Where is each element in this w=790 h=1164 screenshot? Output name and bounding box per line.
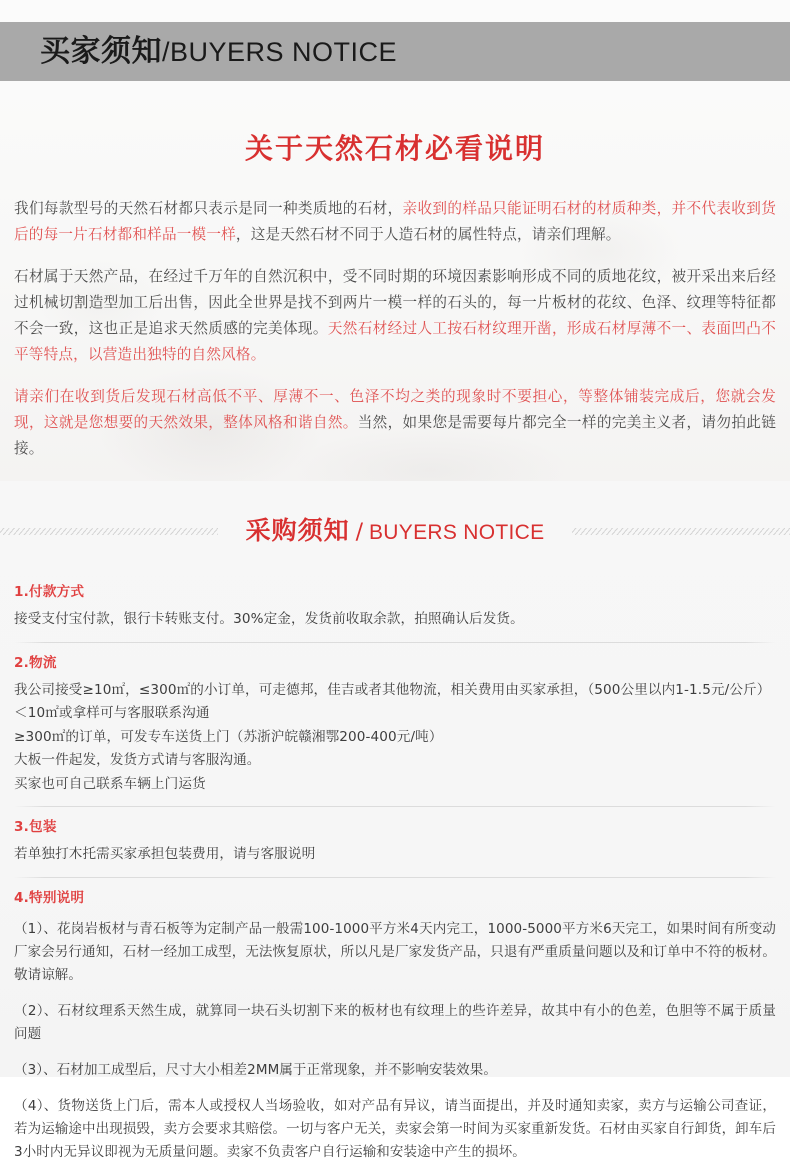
purchase-block-logistics-line-3: ≥300㎡的订单，可发专车送货上门（苏浙沪皖赣湘鄂200-400元/吨） — [14, 728, 443, 745]
notice-p2-run-1: 石材属于天然产品，在经过千万年的自然沉积中，受不同时期的环境因素影响形成不同的质地花纹，被开采出来后经过机械切割造型加工后出售，因此全世界是找不到两片一模一样的石头的，每一片板材的花纹、色泽、纹理等特征都不会一致，这也正是追求天然质感的完美体现。 — [14, 268, 776, 337]
purchase-notice-section — [0, 481, 790, 1160]
purchase-block-logistics — [14, 652, 776, 797]
notice-paragraph-2 — [14, 264, 776, 368]
banner-title-cn: 买家须知 — [40, 33, 162, 69]
purchase-heading — [0, 511, 790, 547]
buyers-notice-banner — [0, 22, 790, 81]
purchase-block-logistics-line-5: 买家也可自己联系车辆上门运货 — [14, 775, 206, 792]
notice-p1-run-1: 我们每款型号的天然石材都只表示是同一种类质地的石材， — [14, 200, 403, 217]
divider-3 — [14, 877, 776, 878]
purchase-block-logistics-heading: 2.物流 — [14, 654, 57, 671]
purchase-heading-cn: 采购须知 — [245, 516, 350, 545]
notice-p2-run-2: 天然石材经过人工按石材纹理开凿，形成石材厚薄不一、表面凹凸不平等特点，以营造出独特的自然风格。 — [14, 320, 776, 363]
special-item-3: （3）、石材加工成型后，尺寸大小相差2MM属于正常现象，并不影响安装效果。 — [14, 1061, 497, 1078]
divider-1 — [14, 642, 776, 643]
purchase-block-payment-line-1: 接受支付宝付款，银行卡转账支付。30%定金，发货前收取余款，拍照确认后发货。 — [14, 611, 524, 627]
notice-p1-run-3: ，这是天然石材不同于人造石材的属性特点，请亲们理解。 — [235, 226, 621, 243]
purchase-block-packaging-heading: 3.包装 — [14, 819, 57, 835]
special-item-1: （1）、花岗岩板材与青石板等为定制产品一般需100-1000平方米4天内完工，1000-5000平方米6天完工，如果时间有所变动厂家会另行通知，石材一经加工成型，无法恢复原状，所以凡是厂家发货产品，只退有严重质量问题以及和订单中不符的板材。敬请谅解。 — [14, 920, 776, 983]
purchase-block-special-heading: 4.特别说明 — [14, 889, 85, 906]
buyers-notice-section — [0, 0, 790, 481]
purchase-header — [0, 481, 790, 553]
purchase-content — [14, 581, 776, 1164]
notice-p1-run-2: 亲收到的样品只能证明石材的材质种类，并不代表收到货后的每一片石材都和样品一模一样 — [14, 200, 776, 243]
notice-p3-run-1: 请亲们在收到货后发现石材高低不平、厚薄不一、色泽不均之类的现象时不要担心，等整体铺装完成后，您就会发现，这就是您想要的天然效果，整体风格和谐自然。 — [14, 388, 776, 431]
purchase-block-logistics-line-1: 我公司接受≥10㎡，≤300㎡的小订单，可走德邦，佳吉或者其他物流，相关费用由买家承担，（500公里以内1-1.5元/公斤） — [14, 681, 771, 698]
banner-title-en: /BUYERS NOTICE — [162, 36, 398, 67]
purchase-block-logistics-line-4: 大板一件起发，发货方式请与客服沟通。 — [14, 752, 261, 768]
purchase-block-payment-heading: 1.付款方式 — [14, 584, 85, 600]
purchase-heading-en: BUYERS NOTICE — [369, 521, 545, 544]
special-item-2: （2）、石材纹理系天然生成，就算同一块石头切割下来的板材也有纹理上的些许差异，故其中有小的色差，色胆等不属于质量问题 — [14, 1002, 776, 1042]
notice-p3-run-2: 当然，如果您是需要每片都完全一样的完美主义者，请勿拍此链接。 — [14, 414, 776, 457]
banner-title — [40, 33, 398, 69]
notice-paragraph-1 — [14, 196, 776, 248]
notice-paragraph-3 — [14, 384, 776, 462]
purchase-block-logistics-line-2: ＜10㎡或拿样可与客服联系沟通 — [14, 705, 210, 721]
purchase-block-payment — [14, 581, 776, 632]
purchase-block-packaging-line-1: 若单独打木托需买家承担包装费用，请与客服说明 — [14, 846, 316, 862]
divider-2 — [14, 806, 776, 807]
notice-heading: 关于天然石材必看说明 — [244, 132, 545, 165]
special-item-4: （4）、货物送货上门后，需本人或授权人当场验收，如对产品有异议，请当面提出，并及时通知卖家，卖方与运输公司查证，若为运输途中出现损毁，卖方会要求其赔偿。一切与客户无关，卖家会第一时间为买家重新发货。石材由买家自行卸货，卸车后3小时内无异议即视为无质量问题。卖家不负责客户自行运输和安装途中产生的损坏。 — [14, 1097, 776, 1160]
purchase-block-special — [14, 887, 776, 909]
purchase-block-packaging — [14, 816, 776, 867]
purchase-heading-separator: / — [355, 520, 363, 545]
notice-paragraphs — [14, 196, 776, 478]
